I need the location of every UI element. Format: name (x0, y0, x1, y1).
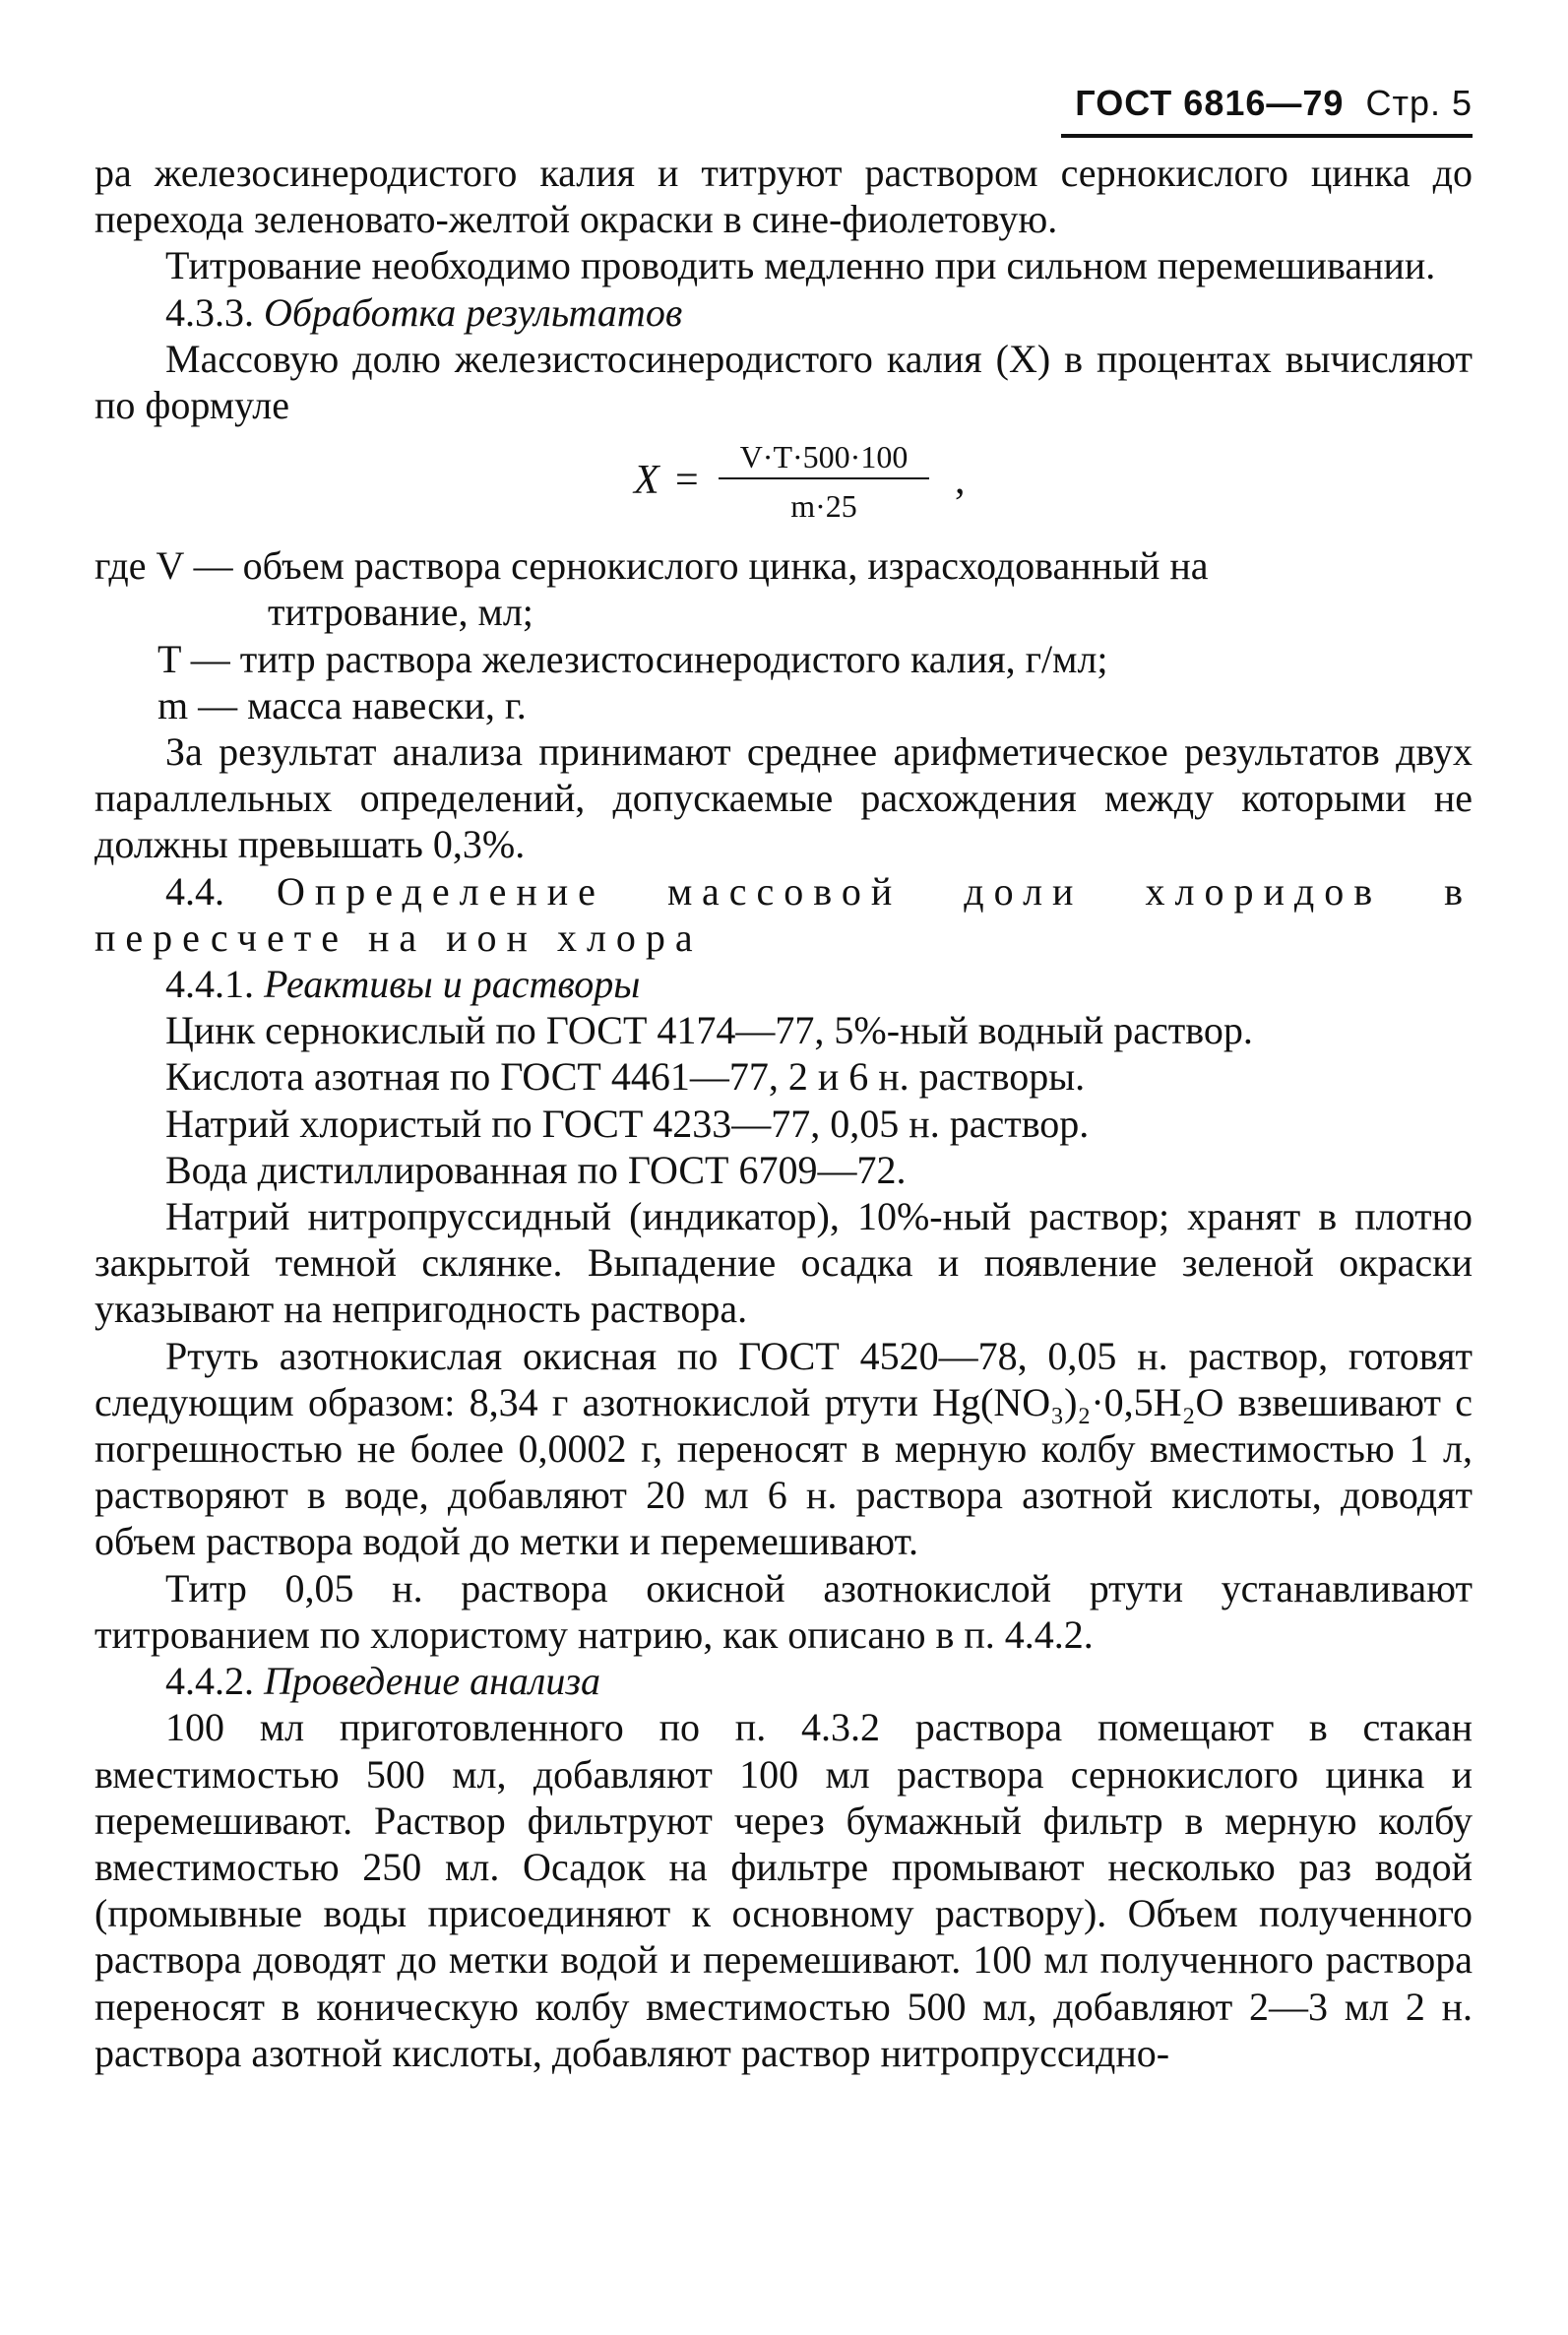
formula-comma: , (955, 458, 966, 504)
paragraph-titer: Титр 0,05 н. раствора окисной азотнокислой ртути устанавливают титрованием по хлористому натрию, как описано в п. 4.4.2. (94, 1565, 1473, 1657)
header-page-number: Стр. 5 (1365, 83, 1473, 123)
section-number: 4.4.2. (165, 1659, 254, 1704)
header-rule (1061, 134, 1473, 138)
section-number: 4.4. (165, 868, 224, 914)
header-gost-number: ГОСТ 6816—79 (1075, 83, 1345, 123)
header-label (1075, 83, 1473, 124)
paragraph-result: За результат анализа принимают среднее арифметическое результатов двух параллельных определений, допускаемые расхождения между которыми не должны превышать 0,3%. (94, 729, 1473, 867)
reagent-nitric-acid: Кислота азотная по ГОСТ 4461—77, 2 и 6 н. растворы. (165, 1054, 1086, 1100)
formula-lhs: X (634, 458, 659, 504)
section-heading-4-4-1 (94, 961, 1473, 1007)
where-t-line: T — титр раствора железистосинеродистого калия, г/мл; (157, 636, 1108, 681)
paragraph-mass-fraction: Массовую долю железистосинеродистого калия (X) в процентах вычисляют по формуле (94, 336, 1473, 428)
section-title: Проведение анализа (264, 1659, 600, 1704)
formula-denominator: m·25 (790, 488, 857, 525)
document-page (94, 73, 1473, 2076)
where-v-continuation: титрование, мл; (268, 590, 533, 635)
formula-numerator: V·T·500·100 (739, 439, 909, 475)
section-number: 4.3.3. (165, 289, 254, 335)
reagent-sodium-chloride: Натрий хлористый по ГОСТ 4233—77, 0,05 н. раствор. (165, 1101, 1090, 1146)
paragraph-titration-note: Титрование необходимо проводить медленно при сильном перемешивании. (165, 243, 1436, 288)
reagent-zinc-sulfate: Цинк сернокислый по ГОСТ 4174—77, 5%-ный водный раствор. (165, 1008, 1253, 1053)
paragraph-continuation: ра железосинеродистого калия и титруют раствором сернокислого цинка до перехода зеленовато-желтой окраски в сине-фиолетовую. (94, 151, 1473, 242)
section-title: Определение массовой доли хлоридов в пересчете на ион хлора (94, 868, 1473, 960)
section-heading-4-3-3 (94, 289, 1473, 336)
section-title: Обработка результатов (264, 289, 683, 335)
formula-block (94, 434, 1473, 529)
formula-fraction-bar (719, 477, 929, 479)
section-heading-4-4-2 (94, 1658, 1473, 1704)
section-heading-4-4 (94, 868, 1473, 961)
page-header (94, 73, 1473, 142)
formula-equals: = (675, 458, 699, 504)
document-body (94, 150, 1473, 2076)
section-number: 4.4.1. (165, 962, 254, 1007)
where-m-line: m — масса навески, г. (157, 682, 527, 727)
paragraph-procedure: 100 мл приготовленного по п. 4.3.2 раствора помещают в стакан вместимостью 500 мл, добавляют 100 мл раствора сернокислого цинка и перемешивают. Раствор фильтруют через бумажный фильтр в мерную колбу вместимостью 250 мл. Осадок на фильтре промывают несколько раз водой (промывные воды присоединяют к основному раствору). Объем полученного раствора доводят до метки водой и перемешивают. 100 мл полученного раствора переносят в коническую колбу вместимостью 500 мл, добавляют 2—3 мл 2 н. раствора азотной кислоты, добавляют раствор нитропруссидно- (94, 1705, 1473, 2075)
section-title: Реактивы и растворы (264, 962, 641, 1007)
reagent-distilled-water: Вода дистиллированная по ГОСТ 6709—72. (165, 1147, 907, 1192)
where-v-line: где V — объем раствора сернокислого цинка, израсходованный на (94, 543, 1209, 589)
reagent-mercury-nitrate: Ртуть азотнокислая окисная по ГОСТ 4520—78, 0,05 н. раствор, готовят следующим образом: 8,34 г азотнокислой ртути Hg(NO₃)₂·0,5H₂O взвешивают с погрешностью не более 0,0002 г, переносят в мерную колбу вместимостью 1 л, растворяют в воде, добавляют 20 мл 6 н. раствора азотной кислоты, доводят объем раствора водой до метки и перемешивают. (94, 1333, 1473, 1564)
reagent-sodium-nitroprusside: Натрий нитропруссидный (индикатор), 10%-ный раствор; хранят в плотно закрытой темной склянке. Выпадение осадка и появление зеленой окраски указывают на непригодность раствора. (94, 1194, 1473, 1332)
